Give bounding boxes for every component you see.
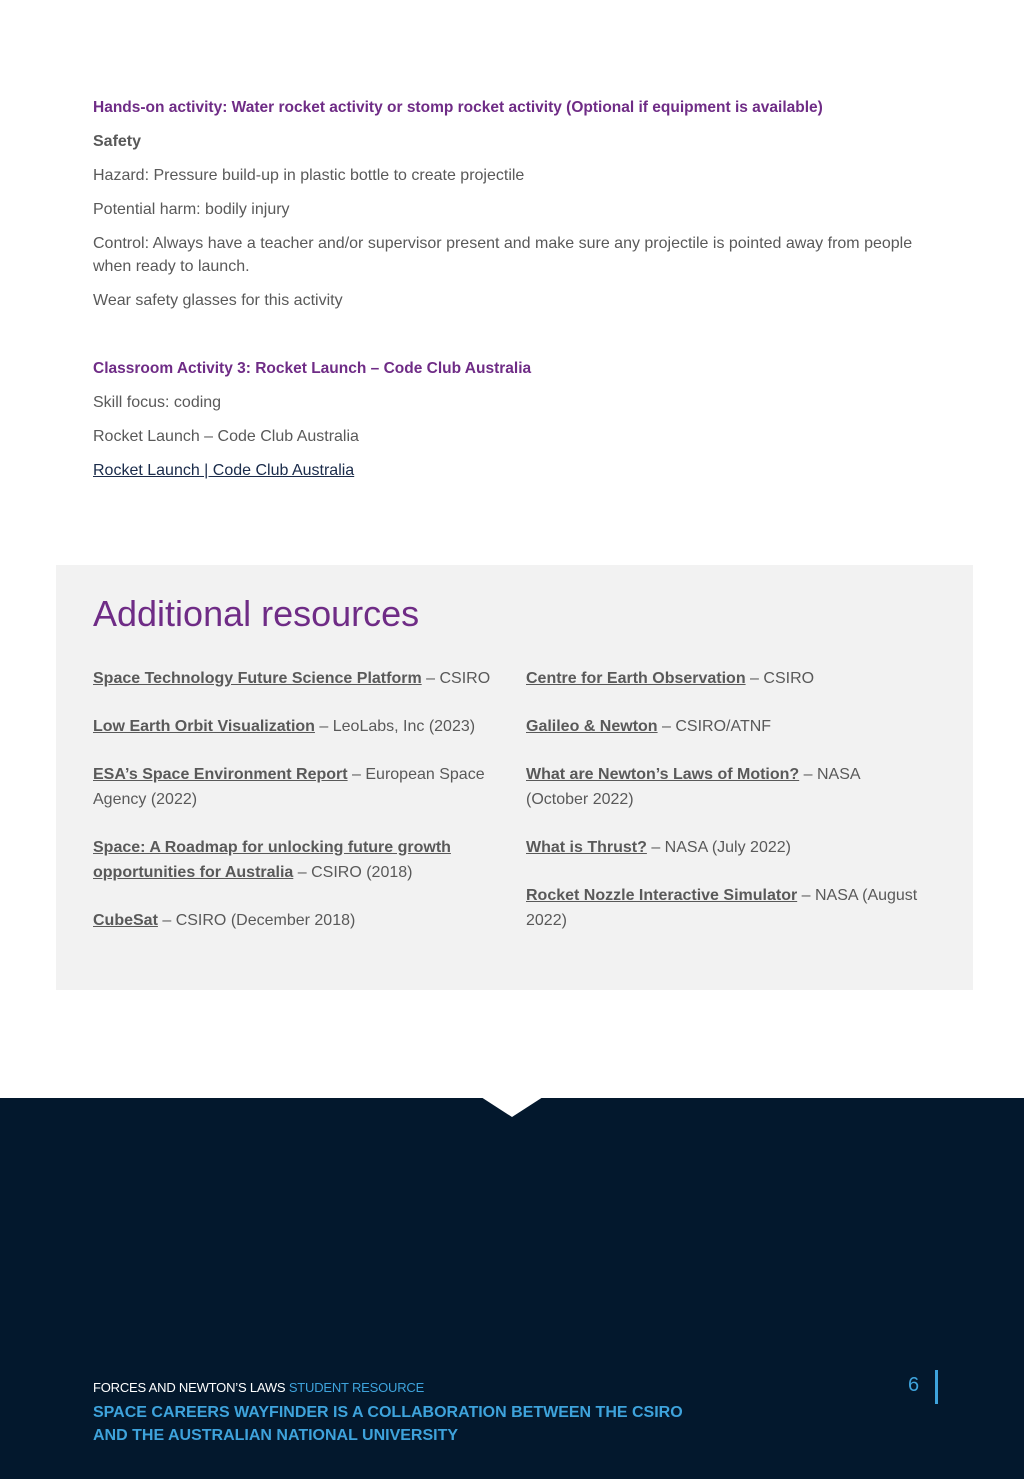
resource-source: – European Space Agency (2022) [93, 766, 485, 808]
resource-link[interactable]: Space: A Roadmap for unlocking future growth opportunities for Australia [93, 839, 451, 881]
resource-item [93, 666, 493, 691]
resource-link[interactable]: Space Technology Future Science Platform [93, 670, 422, 687]
resource-source: – LeoLabs, Inc (2023) [314, 718, 476, 735]
resource-source: – CSIRO [745, 670, 815, 687]
classroom-heading: Classroom Activity 3: Rocket Launch – Code Club Australia [93, 360, 532, 377]
control-text: Control: Always have a teacher and/or supervisor present and make sure any projectile is pointed away from people when ready to launch. [93, 235, 913, 275]
resources-title: Additional resources [93, 593, 420, 634]
page-number: 6 [908, 1374, 920, 1396]
additional-resources-panel [56, 565, 973, 990]
resource-item [526, 714, 926, 739]
resource-source: – CSIRO (December 2018) [157, 912, 356, 929]
hazard-text: Hazard: Pressure build-up in plastic bottle to create projectile [93, 167, 525, 184]
resource-source: – CSIRO (2018) [293, 864, 413, 881]
resource-link[interactable]: What are Newton’s Laws of Motion? [526, 766, 800, 783]
resource-item [93, 908, 493, 933]
safety-label: Safety [93, 133, 142, 150]
footer-doc-title-row [93, 1380, 693, 1395]
resource-source: – NASA (October 2022) [526, 766, 860, 808]
footer-text [93, 1380, 693, 1447]
resource-item [526, 762, 926, 812]
footer-doc-title: FORCES AND NEWTON’S LAWS [93, 1380, 289, 1395]
resource-link[interactable]: Centre for Earth Observation [526, 670, 746, 687]
resource-item [526, 835, 926, 860]
resources-left-column [93, 666, 493, 956]
resource-link[interactable]: Low Earth Orbit Visualization [93, 718, 315, 735]
page-number-bar [935, 1370, 938, 1404]
resource-item [526, 666, 926, 691]
resource-item [93, 762, 493, 812]
resource-source: – NASA (August 2022) [526, 887, 918, 929]
resource-link[interactable]: ESA’s Space Environment Report [93, 766, 348, 783]
code-club-link-row [93, 459, 953, 482]
footer-collaboration: SPACE CAREERS WAYFINDER IS A COLLABORATION BETWEEN THE CSIRO AND THE AUSTRALIAN NATIONAL UNIVERSITY [93, 1404, 683, 1444]
resource-link[interactable]: Rocket Nozzle Interactive Simulator [526, 887, 798, 904]
footer-notch [481, 1097, 543, 1117]
code-club-link[interactable]: Rocket Launch | Code Club Australia [93, 462, 355, 479]
activity-heading: Hands-on activity: Water rocket activity or stomp rocket activity (Optional if equipment is available) [93, 99, 823, 116]
harm-text: Potential harm: bodily injury [93, 201, 290, 218]
resource-item [93, 714, 493, 739]
glasses-text: Wear safety glasses for this activity [93, 292, 343, 309]
resource-item [93, 835, 493, 885]
resource-link[interactable]: CubeSat [93, 912, 158, 929]
footer-doc-type: STUDENT RESOURCE [288, 1380, 425, 1395]
resource-link[interactable]: What is Thrust? [526, 839, 647, 856]
resource-source: – CSIRO/ATNF [657, 718, 772, 735]
resource-source: – NASA (July 2022) [646, 839, 791, 856]
skill-focus: Skill focus: coding [93, 394, 222, 411]
resource-source: – CSIRO [421, 670, 491, 687]
activity-name: Rocket Launch – Code Club Australia [93, 428, 359, 445]
resource-link[interactable]: Galileo & Newton [526, 718, 658, 735]
resources-right-column [526, 666, 926, 956]
resource-item [526, 883, 926, 933]
